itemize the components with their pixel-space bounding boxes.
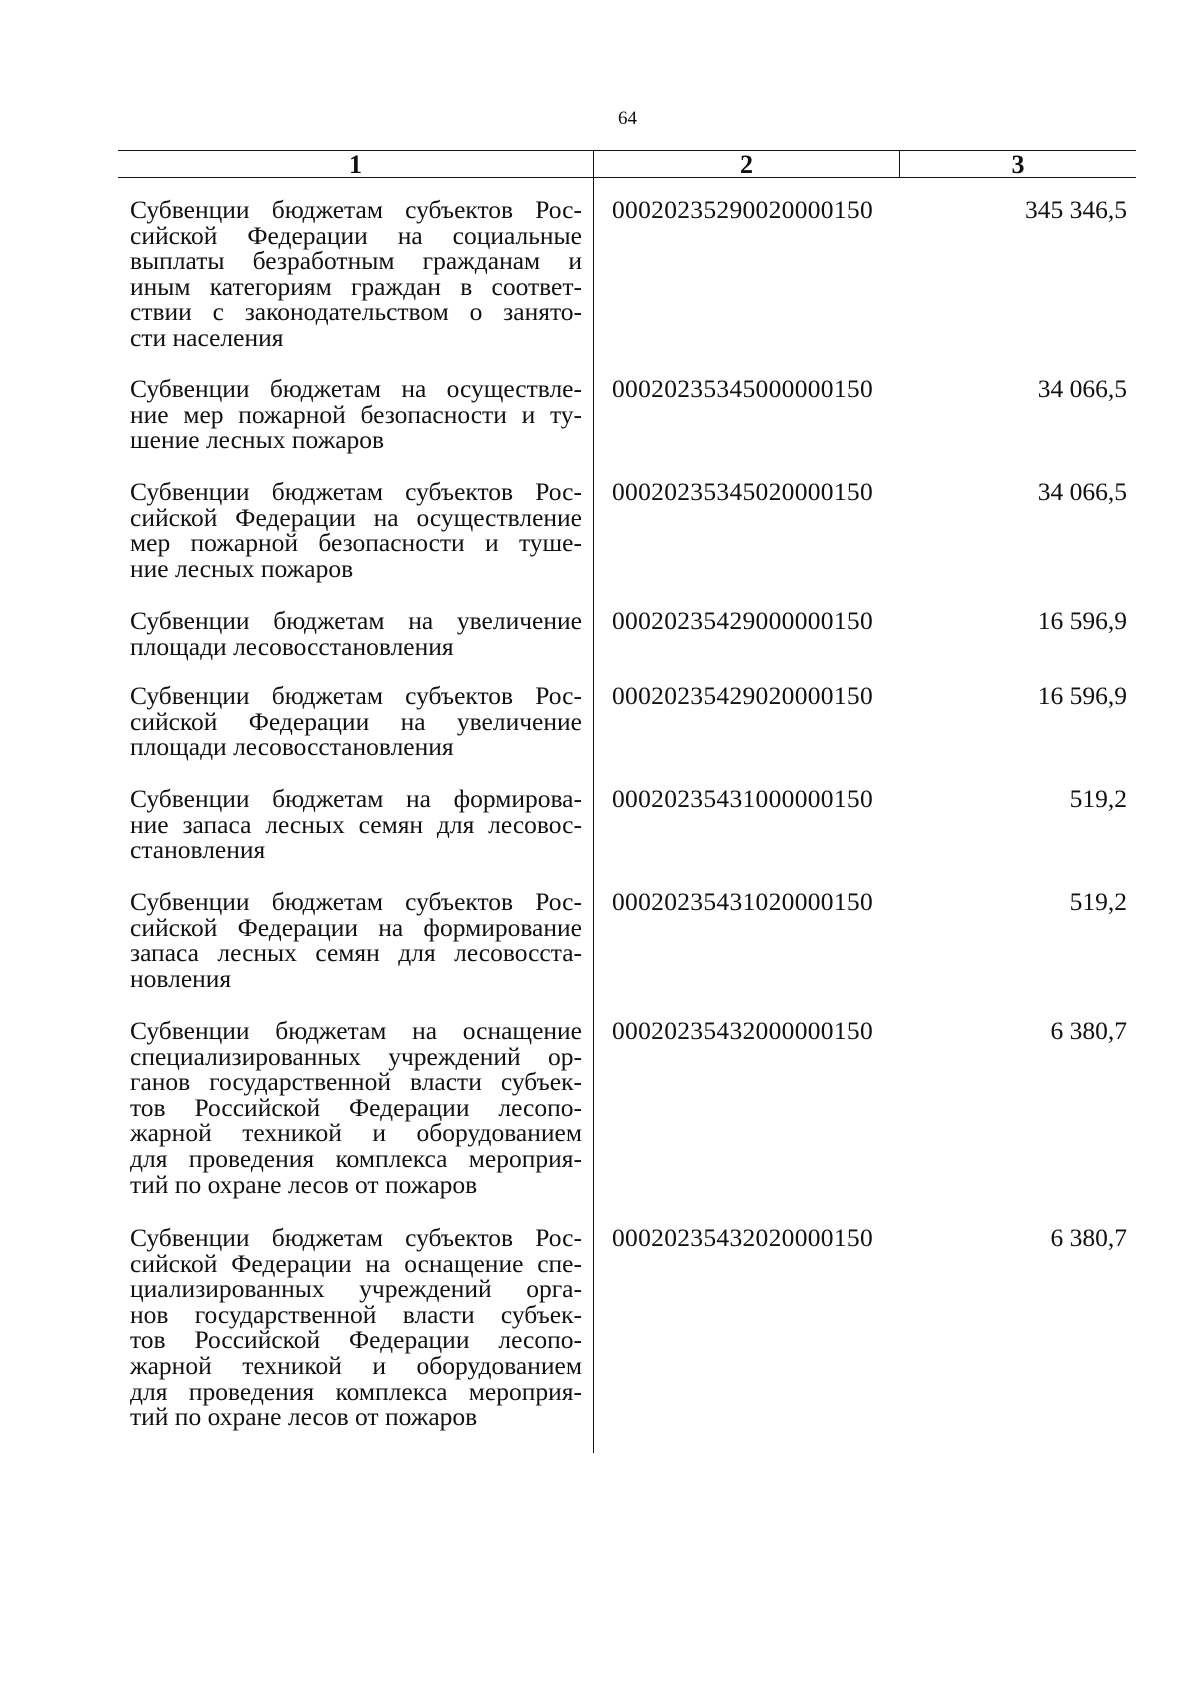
description-line: площади лесовосстановления (130, 732, 454, 762)
row-description (130, 1018, 582, 1197)
column-header-1: 1 (349, 150, 362, 179)
description-line: для проведения комплекса мероприя- (130, 1143, 582, 1173)
description-line: Субвенции бюджетам на формирова- (130, 784, 582, 813)
row-code: 00020235432020000150 (612, 1223, 873, 1252)
row-amount: 16 596,9 (1037, 606, 1127, 635)
column-divider-1 (593, 151, 594, 1453)
row-code: 00020235429020000150 (612, 681, 873, 710)
row-description (130, 479, 582, 581)
row-description (130, 1225, 582, 1430)
description-line: Субвенции бюджетам субъектов Рос- (130, 195, 582, 224)
row-amount: 16 596,9 (1037, 681, 1127, 710)
description-line: сийской Федерации на оснащение спе- (130, 1248, 582, 1278)
row-description (130, 376, 582, 453)
row-description (130, 683, 582, 760)
description-line: ганов государственной власти субъек- (130, 1067, 582, 1097)
description-line: Субвенции бюджетам субъектов Рос- (130, 887, 582, 916)
description-line: тий по охране лесов от пожаров (130, 1169, 478, 1199)
description-line: сти населения (130, 322, 284, 352)
row-amount: 519,2 (1069, 887, 1127, 916)
description-line: циализированных учреждений орга- (130, 1274, 582, 1304)
description-line: Субвенции бюджетам субъектов Рос- (130, 1223, 582, 1252)
row-code: 00020235345000000150 (612, 374, 873, 403)
row-code: 00020235432000000150 (612, 1016, 873, 1045)
description-line: ние запаса лесных семян для лесовос- (130, 809, 582, 839)
column-header-2: 2 (740, 150, 753, 179)
description-line: мер пожарной безопасности и туше- (130, 528, 582, 558)
row-code: 00020235290020000150 (612, 195, 873, 224)
row-amount: 6 380,7 (1050, 1016, 1127, 1045)
description-line: сийской Федерации на формирование (130, 912, 582, 942)
description-line: сийской Федерации на осуществление (130, 502, 582, 532)
row-code: 00020235431020000150 (612, 887, 873, 916)
description-line: Субвенции бюджетам на оснащение (130, 1016, 582, 1045)
description-line: ние мер пожарной безопасности и ту- (130, 399, 582, 429)
description-line: специализированных учреждений ор- (130, 1041, 582, 1071)
row-code: 00020235429000000150 (612, 606, 873, 635)
row-amount: 34 066,5 (1037, 374, 1127, 403)
row-description (130, 197, 582, 351)
description-line: ствии с законодательством о занято- (130, 297, 582, 327)
description-line: шение лесных пожаров (130, 425, 385, 455)
description-line: сийской Федерации на социальные (130, 220, 582, 250)
description-line: выплаты безработным гражданам и (130, 246, 582, 276)
page-number: 64 (618, 108, 637, 129)
column-header-3: 3 (1011, 150, 1025, 179)
row-amount: 519,2 (1069, 784, 1127, 813)
row-description (130, 889, 582, 991)
row-code: 00020235345020000150 (612, 477, 873, 506)
row-amount: 345 346,5 (1025, 195, 1127, 224)
row-amount: 6 380,7 (1050, 1223, 1127, 1252)
description-line: становления (130, 835, 266, 865)
description-line: жарной техникой и оборудованием (130, 1350, 582, 1380)
description-line: Субвенции бюджетам на осуществле- (130, 374, 582, 403)
row-description (130, 786, 582, 863)
row-code: 00020235431000000150 (612, 784, 873, 813)
description-line: жарной техникой и оборудованием (130, 1118, 582, 1148)
description-line: площади лесовосстановления (130, 631, 454, 661)
description-line: тий по охране лесов от пожаров (130, 1402, 478, 1432)
description-line: Субвенции бюджетам субъектов Рос- (130, 477, 582, 506)
description-line: Субвенции бюджетам на увеличение (130, 606, 582, 635)
description-line: новления (130, 963, 232, 993)
row-amount: 34 066,5 (1037, 477, 1127, 506)
description-line: сийской Федерации на увеличение (130, 706, 582, 736)
description-line: ние лесных пожаров (130, 553, 354, 583)
description-line: тов Российской Федерации лесопо- (130, 1092, 582, 1122)
description-line: иным категориям граждан в соответ- (130, 271, 582, 301)
row-description (130, 608, 582, 659)
description-line: запаса лесных семян для лесовосста- (130, 938, 582, 968)
description-line: Субвенции бюджетам субъектов Рос- (130, 681, 582, 710)
description-line: нов государственной власти субъек- (130, 1299, 582, 1329)
description-line: тов Российской Федерации лесопо- (130, 1325, 582, 1355)
description-line: для проведения комплекса мероприя- (130, 1376, 582, 1406)
